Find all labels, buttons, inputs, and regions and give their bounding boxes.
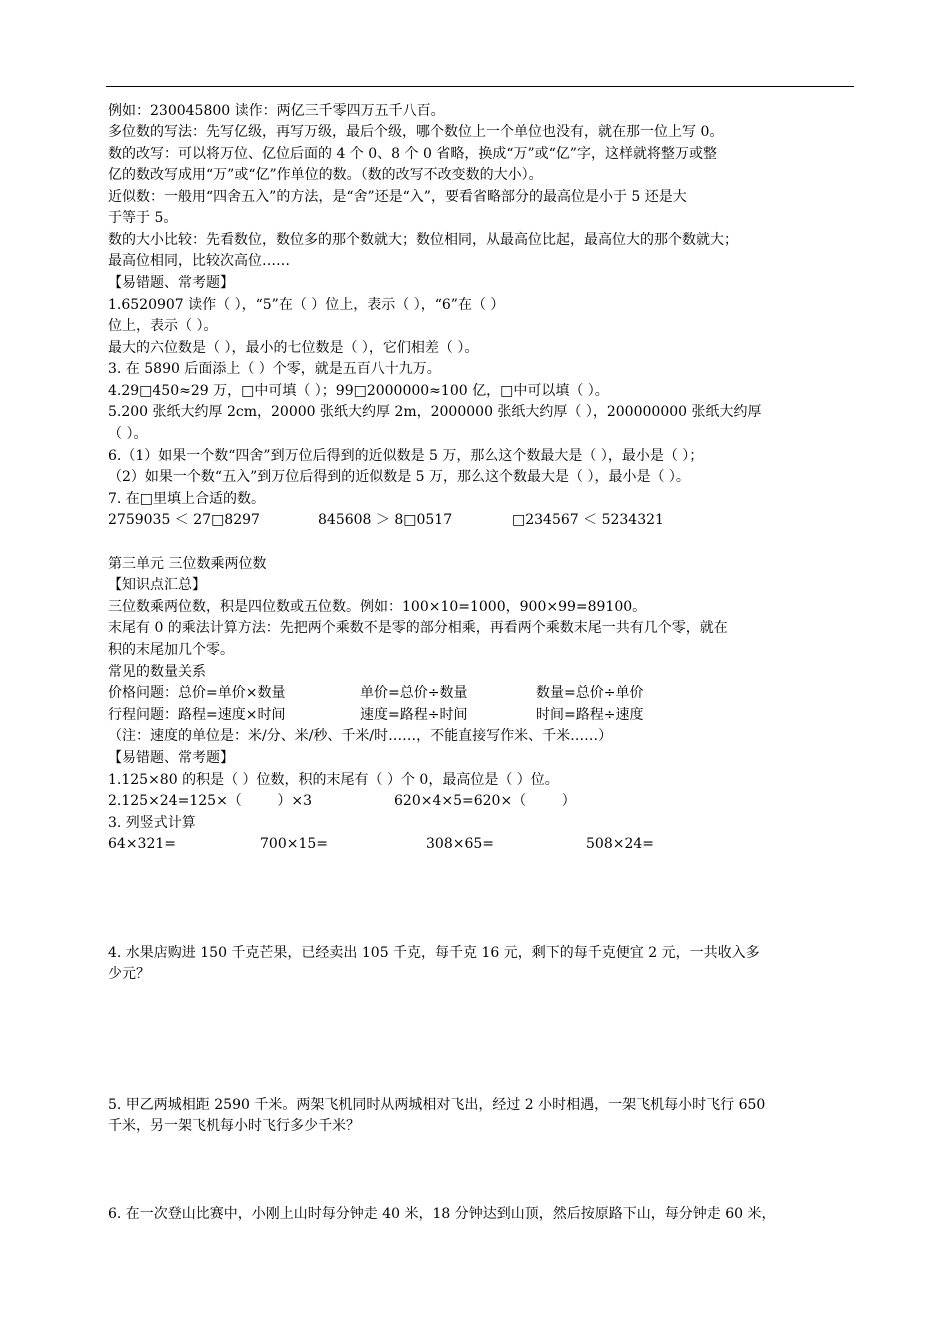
compare-line-2: 最高位相同，比较次高位…… xyxy=(108,253,290,269)
relations-heading: 常见的数量关系 xyxy=(108,664,206,680)
u3-question-5b: 千米，另一架飞机每小时飞行多少千米？ xyxy=(108,1118,360,1134)
q7-item: □234567 ＜ 5234321 xyxy=(512,512,664,528)
price-relation: 数量=总价÷单价 xyxy=(536,685,644,701)
q2-item: 2.125×24=125×（ ）×3 xyxy=(108,793,313,809)
approx-line-1: 近似数：一般用“四舍五入”的方法，是“舍”还是“入”，要看省略部分的最高位是小于 5 还是大 xyxy=(108,189,687,205)
question-5b: （ ）。 xyxy=(108,426,148,442)
question-7-items xyxy=(108,510,854,531)
errors-heading-3: 【易错题、常考题】 xyxy=(108,750,234,766)
u3-question-3: 3. 列竖式计算 xyxy=(108,815,196,831)
question-1b: 位上，表示（ ）。 xyxy=(108,318,218,334)
q2-item: 620×4×5=620×（ ） xyxy=(394,793,576,809)
question-3: 3. 在 5890 后面添上（ ）个零，就是五百八十九万。 xyxy=(108,361,441,377)
q7-item: 845608 ＞ 8□0517 xyxy=(318,512,453,528)
travel-row xyxy=(108,705,854,726)
price-relation: 价格问题：总价=单价×数量 xyxy=(108,685,286,701)
zeros-line-2: 积的末尾加几个零。 xyxy=(108,642,234,658)
summary-heading: 【知识点汇总】 xyxy=(108,577,206,593)
u3-question-4a: 4. 水果店购进 150 千克芒果，已经卖出 105 千克，每千克 16 元，剩下的每千克便宜 2 元，一共收入多 xyxy=(108,945,760,961)
q7-item: 2759035 ＜ 27□8297 xyxy=(108,512,260,528)
zeros-line-1: 末尾有 0 的乘法计算方法：先把两个乘数不是零的部分相乘，再看两个乘数末尾一共有几个零，就在 xyxy=(108,620,728,636)
question-4: 4.29□450≈29 万，□中可填（ ）；99□2000000≈100 亿，□中可以填（ ）。 xyxy=(108,383,609,399)
travel-relation: 速度=路程÷时间 xyxy=(360,707,468,723)
price-row xyxy=(108,683,854,704)
u3-question-6a: 6. 在一次登山比赛中，小刚上山时每分钟走 40 米，18 分钟达到山顶，然后按原路下山，每分钟走 60 米， xyxy=(108,1206,776,1222)
u3-question-1: 1.125×80 的积是（ ）位数，积的末尾有（ ）个 0，最高位是（ ）位。 xyxy=(108,772,559,788)
compare-line-1: 数的大小比较：先看数位，数位多的那个数就大；数位相同，从最高位比起，最高位大的那个数就大； xyxy=(108,232,738,248)
speed-note: （注：速度的单位是：米/分、米/秒、千米/时……，不能直接写作米、千米……） xyxy=(108,728,613,744)
header-rule xyxy=(106,86,854,87)
question-5a: 5.200 张纸大约厚 2cm，20000 张纸大约厚 2m，2000000 张纸大约厚（ ），200000000 张纸大约厚 xyxy=(108,404,762,420)
writing-method: 多位数的写法：先写亿级，再写万级，最后个级，哪个数位上一个单位也没有，就在那一位上写 0。 xyxy=(108,124,724,140)
u3-question-3-items xyxy=(108,834,854,855)
q3-item: 64×321= xyxy=(108,836,176,852)
price-relation: 单价=总价÷数量 xyxy=(360,685,468,701)
question-2: 最大的六位数是（ ），最小的七位数是（ ），它们相差（ ）。 xyxy=(108,340,479,356)
q3-item: 700×15= xyxy=(260,836,328,852)
q3-item: 308×65= xyxy=(426,836,494,852)
u3-question-2 xyxy=(108,791,854,812)
question-6a: 6.（1）如果一个数“四舍”到万位后得到的近似数是 5 万，那么这个数最大是（ ），最小是（ ）； xyxy=(108,448,704,464)
rewrite-line-2: 亿的数改写成用“万”或“亿”作单位的数。（数的改写不改变数的大小）。 xyxy=(108,167,543,183)
question-6b: （2）如果一个数“五入”到万位后得到的近似数是 5 万，那么这个数最大是（ ），最小是（ ）。 xyxy=(108,469,690,485)
u3-question-5a: 5. 甲乙两城相距 2590 千米。两架飞机同时从两城相对飞出，经过 2 小时相遇，一架飞机每小时飞行 650 xyxy=(108,1097,766,1113)
u3-question-4b: 少元？ xyxy=(108,966,150,982)
approx-line-2: 于等于 5。 xyxy=(108,210,178,226)
question-7: 7. 在□里填上合适的数。 xyxy=(108,491,266,507)
q3-item: 508×24= xyxy=(586,836,654,852)
travel-relation: 时间=路程÷速度 xyxy=(536,707,644,723)
unit-title: 第三单元 三位数乘两位数 xyxy=(108,556,267,572)
example-read: 例如：230045800 读作：两亿三千零四万五千八百。 xyxy=(108,103,445,119)
travel-relation: 行程问题：路程=速度×时间 xyxy=(108,707,286,723)
question-1a: 1.6520907 读作（ ），“5”在（ ）位上，表示（ ），“6”在（ ） xyxy=(108,297,505,313)
product-rule: 三位数乘两位数，积是四位数或五位数。例如：100×10=1000，900×99=89100。 xyxy=(108,599,647,615)
errors-heading: 【易错题、常考题】 xyxy=(108,275,234,291)
rewrite-line-1: 数的改写：可以将万位、亿位后面的 4 个 0、8 个 0 省略，换成“万”或“亿”字，这样就将整万或整 xyxy=(108,146,717,162)
